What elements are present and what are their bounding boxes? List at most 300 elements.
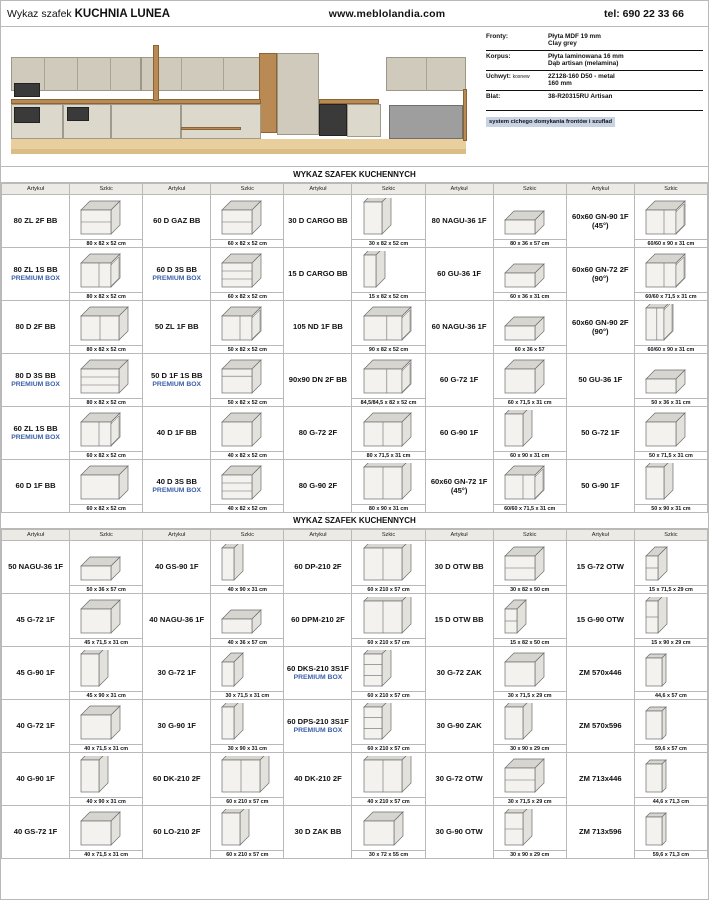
cabinet-corner-open-icon — [70, 197, 142, 238]
article-name: 40 G-72 1F — [16, 721, 55, 731]
table-row — [2, 248, 708, 301]
article-name: 60 G-72 1F — [439, 375, 479, 385]
article-name-cell — [143, 354, 211, 407]
article-name: 60 GU-36 1F — [437, 269, 482, 279]
cabinet-open-end-icon — [494, 755, 566, 796]
cabinet-base-1door-icon — [211, 409, 283, 450]
dimension-label: 60 x 210 x 57 cm — [211, 850, 283, 858]
dimension-label: 40 x 82 x 52 cm — [211, 504, 283, 512]
render-divider — [426, 57, 427, 91]
article-name-cell — [284, 753, 352, 806]
cabinet-corner-wall-icon — [494, 462, 566, 503]
sketch-cell — [352, 460, 425, 513]
render-wood-panel — [153, 45, 159, 101]
spec-value: 38-R20315RU Artisan — [548, 93, 613, 100]
dimension-label: 45 x 71,5 x 31 cm — [70, 638, 142, 646]
dimension-label: 30 x 82 x 50 cm — [494, 585, 566, 593]
sketch-cell — [634, 248, 707, 301]
table-row — [2, 354, 708, 407]
sketch-cell — [634, 806, 707, 859]
dimension-label: 60 x 210 x 57 cm — [352, 585, 424, 593]
cabinet-open-narrow-tall-icon — [635, 596, 707, 637]
article-name-cell — [425, 806, 493, 859]
article-name: 90x90 DN 2F BB — [288, 375, 348, 385]
spec-key: Blat: — [486, 93, 501, 100]
cabinet-open-narrow-base-icon — [494, 596, 566, 637]
dimension-label: 59,6 x 71,3 cm — [635, 850, 707, 858]
col-artykul: Artykuł — [2, 530, 70, 541]
article-name-cell — [425, 700, 493, 753]
dimension-label: 40 x 82 x 52 cm — [211, 451, 283, 459]
premium-box-badge: PREMIUM BOX — [11, 380, 60, 388]
render-divider — [44, 57, 45, 91]
cabinet-wall-narrow-tall-icon — [211, 702, 283, 743]
sketch-cell — [493, 700, 566, 753]
article-name-cell — [566, 407, 634, 460]
article-name: 15 D CARGO BB — [288, 269, 348, 279]
dimension-label: 50 x 82 x 52 cm — [211, 398, 283, 406]
sketch-cell — [493, 541, 566, 594]
spec-value-main: 2Z128-160 D50 - metal — [548, 73, 615, 80]
sketch-cell — [211, 541, 284, 594]
article-name-cell — [2, 647, 70, 700]
article-name: 80 G-90 2F — [298, 481, 338, 491]
article-name-cell — [2, 354, 70, 407]
table-row — [2, 301, 708, 354]
dimension-label: 60 x 210 x 57 cm — [211, 797, 283, 805]
article-name-cell — [284, 806, 352, 859]
dimension-label: 50 x 36 x 31 cm — [635, 398, 707, 406]
render-wood-panel-right — [463, 89, 467, 141]
sketch-cell — [352, 195, 425, 248]
render-shelf — [181, 127, 241, 130]
article-name: 60 D 3S BB — [156, 265, 197, 275]
dimension-label: 60 x 82 x 52 cm — [70, 504, 142, 512]
sketch-cell — [493, 248, 566, 301]
sketch-cell — [493, 407, 566, 460]
render-divider — [77, 57, 78, 91]
cabinet-wall-2door-icon — [352, 409, 424, 450]
article-name-cell — [284, 354, 352, 407]
dimension-label: 15 x 82 x 52 cm — [352, 292, 424, 300]
dimension-label: 44,6 x 57 cm — [635, 691, 707, 699]
article-name-cell — [2, 460, 70, 513]
cabinet-tall-drawers-icon — [352, 649, 424, 690]
cabinet-corner-wall-icon — [635, 197, 707, 238]
spec-key-sub: kosnew — [512, 74, 530, 80]
article-name-cell — [566, 541, 634, 594]
dimension-label: 60 x 82 x 52 cm — [70, 451, 142, 459]
section-title-1: WYKAZ SZAFEK KUCHENNYCH — [1, 167, 708, 183]
article-name-cell — [566, 647, 634, 700]
sketch-cell — [634, 301, 707, 354]
sketch-cell — [211, 248, 284, 301]
article-name-cell — [566, 594, 634, 647]
table-row — [2, 753, 708, 806]
cabinet-cargo-narrow-icon — [352, 250, 424, 291]
article-name: 60 G-90 1F — [439, 428, 479, 438]
article-name: 40 D 1F BB — [156, 428, 197, 438]
dimension-label: 40 x 71,5 x 31 cm — [70, 850, 142, 858]
sketch-cell — [70, 195, 143, 248]
sketch-cell — [352, 806, 425, 859]
article-name-cell — [425, 354, 493, 407]
sketch-cell — [70, 407, 143, 460]
article-name: 40 D 3S BB — [156, 477, 197, 487]
phone-number: tel: 690 22 33 66 — [604, 7, 684, 20]
article-name-cell — [425, 248, 493, 301]
sketch-cell — [634, 541, 707, 594]
article-name: 30 G-90 1F — [157, 721, 196, 731]
article-name: 30 G-90 OTW — [435, 827, 483, 837]
sketch-cell — [70, 248, 143, 301]
cabinet-wall-end-tall-icon — [494, 702, 566, 743]
dimension-label: 30 x 82 x 52 cm — [352, 239, 424, 247]
dimension-label: 59,6 x 57 cm — [635, 744, 707, 752]
article-name-cell — [284, 407, 352, 460]
table-row — [2, 806, 708, 859]
article-name: 30 G-72 ZAK — [436, 668, 482, 678]
dimension-label: 60/60 x 71,5 x 31 cm — [494, 504, 566, 512]
spec-panel — [481, 27, 708, 166]
premium-box-badge: PREMIUM BOX — [152, 274, 202, 282]
sketch-cell — [352, 700, 425, 753]
col-szkic: Szkic — [493, 184, 566, 195]
cabinet-wall-small-icon — [635, 356, 707, 397]
col-artykul: Artykuł — [566, 530, 634, 541]
cabinet-table-2 — [1, 529, 708, 859]
cabinet-wall-1door-icon — [70, 702, 142, 743]
render-oven-upper — [14, 83, 40, 97]
dimension-label: 60 x 71,5 x 31 cm — [494, 398, 566, 406]
cabinet-wall-small-icon — [494, 250, 566, 291]
article-name: 30 D ZAK BB — [294, 827, 342, 837]
cabinet-base-end-icon — [352, 808, 424, 849]
table-row — [2, 647, 708, 700]
article-name: 60x60 GN-90 2F (90°) — [572, 317, 629, 336]
dimension-label: 30 x 90 x 31 cm — [211, 744, 283, 752]
article-name: 105 ND 1F BB — [293, 322, 343, 332]
col-szkic: Szkic — [352, 184, 425, 195]
render-base-run-right — [389, 105, 463, 139]
col-szkic: Szkic — [352, 530, 425, 541]
render-divider — [110, 57, 111, 91]
col-szkic: Szkic — [211, 530, 284, 541]
spec-value-sub: 160 mm — [548, 80, 572, 87]
sketch-cell — [493, 594, 566, 647]
cabinet-open-end-tall-icon — [494, 808, 566, 849]
col-artykul: Artykuł — [2, 184, 70, 195]
article-name-cell — [143, 700, 211, 753]
article-name-cell — [143, 541, 211, 594]
article-name: ZM 713x596 — [578, 827, 622, 837]
article-name: 50 D 1F 1S BB — [150, 371, 203, 381]
page-title — [7, 8, 170, 20]
spec-key — [486, 73, 548, 87]
article-name: 45 G-72 1F — [16, 615, 55, 625]
cabinet-corner-drawer-icon — [70, 409, 142, 450]
cabinet-wall-1door-tall-icon — [494, 409, 566, 450]
sketch-cell — [211, 700, 284, 753]
spec-value — [548, 33, 703, 47]
article-name-cell — [566, 460, 634, 513]
dimension-label: 15 x 90 x 29 cm — [635, 638, 707, 646]
premium-box-badge: PREMIUM BOX — [152, 380, 202, 388]
spec-key: Korpus: — [486, 53, 511, 60]
dimension-label: 50 x 90 x 31 cm — [635, 504, 707, 512]
sketch-cell — [352, 248, 425, 301]
spec-value-main: Płyta laminowana 16 mm — [548, 53, 624, 60]
sketch-cell — [493, 753, 566, 806]
article-name-cell — [143, 753, 211, 806]
dimension-label: 15 x 82 x 50 cm — [494, 638, 566, 646]
article-name: 40 NAGU-36 1F — [149, 615, 205, 625]
article-name-cell — [425, 195, 493, 248]
col-artykul: Artykuł — [425, 530, 493, 541]
dimension-label: 80 x 36 x 57 cm — [494, 239, 566, 247]
premium-box-badge: PREMIUM BOX — [293, 673, 343, 681]
cabinet-fridge-tall-icon — [211, 808, 283, 849]
article-name-cell — [2, 806, 70, 859]
col-szkic: Szkic — [70, 184, 143, 195]
sketch-cell — [211, 594, 284, 647]
dimension-label: 60/60 x 90 x 31 cm — [635, 345, 707, 353]
dimension-label: 60 x 90 x 31 cm — [494, 451, 566, 459]
article-name-cell — [284, 248, 352, 301]
cabinet-base-open-icon — [211, 197, 283, 238]
article-name: 80 ZL 2F BB — [13, 216, 58, 226]
article-name: 60 DKS-210 3S1F — [286, 664, 349, 674]
sketch-cell — [352, 407, 425, 460]
cabinet-wall-hood-icon — [211, 596, 283, 637]
sketch-cell — [211, 301, 284, 354]
article-name-cell — [425, 753, 493, 806]
render-divider — [181, 57, 182, 91]
article-name: ZM 713x446 — [578, 774, 622, 784]
spec-value-sub: Clay grey — [548, 40, 577, 47]
spec-row-korpus — [486, 51, 703, 71]
article-name: 50 G-90 1F — [581, 481, 620, 491]
sketch-cell — [70, 647, 143, 700]
article-name-cell — [143, 195, 211, 248]
article-name-cell — [425, 301, 493, 354]
article-name-cell — [425, 407, 493, 460]
spec-value — [548, 73, 703, 87]
cabinet-wall-tall-narrow-icon — [211, 543, 283, 584]
article-name: 60 DP-210 2F — [294, 562, 342, 572]
sketch-cell — [493, 301, 566, 354]
article-name-cell — [284, 594, 352, 647]
dimension-label: 30 x 90 x 29 cm — [494, 850, 566, 858]
dimension-label: 60/60 x 71,5 x 31 cm — [635, 292, 707, 300]
cabinet-corner-wall-tall-icon — [635, 303, 707, 344]
dimension-label: 50 x 71,5 x 31 cm — [635, 451, 707, 459]
spec-value-main: Płyta MDF 19 mm — [548, 33, 601, 40]
dimension-label: 60 x 210 x 57 cm — [352, 638, 424, 646]
article-name: 50 G-72 1F — [581, 428, 620, 438]
dimension-label: 80 x 71,5 x 31 cm — [352, 451, 424, 459]
dimension-label: 30 x 71,5 x 29 cm — [494, 691, 566, 699]
glass-door-panel-wide-icon — [635, 702, 707, 743]
article-name-cell — [566, 700, 634, 753]
cabinet-wall-1door-icon — [494, 356, 566, 397]
article-name: 15 G-72 OTW — [576, 562, 624, 572]
col-szkic: Szkic — [70, 530, 143, 541]
article-name-cell — [143, 460, 211, 513]
top-section — [1, 27, 708, 167]
article-name: 50 GU-36 1F — [578, 375, 623, 385]
sketch-cell — [211, 806, 284, 859]
article-name: 60x60 GN-90 1F (45°) — [572, 211, 629, 230]
spec-key: Fronty: — [486, 33, 509, 40]
col-szkic: Szkic — [211, 184, 284, 195]
article-name: 60 DK-210 2F — [152, 774, 201, 784]
render-tall-cabinet — [277, 53, 319, 135]
dimension-label: 44,6 x 71,3 cm — [635, 797, 707, 805]
dimension-label: 50 x 82 x 52 cm — [211, 345, 283, 353]
cabinet-cargo-tall-icon — [352, 197, 424, 238]
premium-box-badge: PREMIUM BOX — [152, 486, 202, 494]
cabinet-sink-corner-icon — [352, 303, 424, 344]
dimension-label: 30 x 90 x 29 cm — [494, 744, 566, 752]
article-name: 80 D 2F BB — [15, 322, 56, 332]
article-name: 30 D OTW BB — [434, 562, 484, 572]
sketch-cell — [211, 647, 284, 700]
article-name: 60 D 1F BB — [15, 481, 56, 491]
sketch-cell — [352, 753, 425, 806]
dimension-label: 15 x 71,5 x 29 cm — [635, 585, 707, 593]
cabinet-wall-1door-icon — [635, 409, 707, 450]
article-name-cell — [566, 248, 634, 301]
dimension-label: 40 x 90 x 31 cm — [70, 797, 142, 805]
article-name-cell — [566, 806, 634, 859]
website-link[interactable]: www.meblolandia.com — [328, 7, 446, 20]
col-szkic: Szkic — [634, 530, 707, 541]
article-name: 60 NAGU-36 1F — [431, 322, 487, 332]
cabinet-wall-1door-tall-icon — [635, 462, 707, 503]
sketch-cell — [352, 594, 425, 647]
article-name: 60x60 GN-72 2F (90°) — [572, 264, 629, 283]
cabinet-wall-hood-icon — [70, 543, 142, 584]
table-row — [2, 195, 708, 248]
render-floor-shadow — [11, 149, 466, 154]
article-name-cell — [425, 647, 493, 700]
article-name: 80 ZL 1S BB — [13, 265, 58, 275]
cabinet-wall-1door-tall-icon — [70, 649, 142, 690]
article-name-cell — [425, 541, 493, 594]
sketch-cell — [70, 594, 143, 647]
dimension-label: 50 x 36 x 57 cm — [70, 585, 142, 593]
article-name-cell — [143, 407, 211, 460]
dimension-label: 30 x 72 x 55 cm — [352, 850, 424, 858]
page-title-plain: Wykaz szafek — [7, 7, 75, 20]
dimension-label: 30 x 71,5 x 29 cm — [494, 797, 566, 805]
sketch-cell — [211, 753, 284, 806]
cabinet-wall-hood-icon — [494, 197, 566, 238]
article-name-cell — [2, 594, 70, 647]
glass-door-panel-tall-icon — [635, 755, 707, 796]
sketch-cell — [493, 195, 566, 248]
cabinet-wall-2door-tall-icon — [352, 462, 424, 503]
dimension-label: 90 x 82 x 52 cm — [352, 345, 424, 353]
article-name: 15 D OTW BB — [434, 615, 484, 625]
article-name: 30 G-72 1F — [157, 668, 196, 678]
dimension-label: 60 x 36 x 31 cm — [494, 292, 566, 300]
sketch-cell — [352, 301, 425, 354]
cabinet-wall-end-icon — [494, 649, 566, 690]
article-name-cell — [425, 460, 493, 513]
table-header-row — [2, 184, 708, 195]
premium-box-badge: PREMIUM BOX — [11, 274, 60, 282]
sketch-cell — [70, 700, 143, 753]
dimension-label: 60 x 210 x 57 cm — [352, 744, 424, 752]
table-header-row — [2, 530, 708, 541]
sketch-cell — [493, 460, 566, 513]
col-artykul: Artykuł — [566, 184, 634, 195]
article-name-cell — [284, 541, 352, 594]
sketch-cell — [70, 460, 143, 513]
article-name: 80 NAGU-36 1F — [431, 216, 487, 226]
dimension-label: 80 x 82 x 52 cm — [70, 239, 142, 247]
render-base-cabinet — [111, 104, 181, 139]
article-name-cell — [143, 301, 211, 354]
cabinet-drawer-corner-icon — [70, 250, 142, 291]
spec-value-sub: Dąb artisan (melamina) — [548, 60, 619, 67]
kitchen-render — [1, 27, 481, 166]
dimension-label: 40 x 90 x 31 cm — [211, 585, 283, 593]
cabinet-wall-1door-tall-icon — [70, 755, 142, 796]
render-oven — [14, 107, 40, 123]
article-name-cell — [143, 248, 211, 301]
render-base-cabinet — [347, 104, 381, 137]
article-name-cell — [284, 301, 352, 354]
article-name-cell — [2, 753, 70, 806]
sketch-cell — [70, 301, 143, 354]
spec-row-uchwyt — [486, 71, 703, 91]
cabinet-corner-wall-2f-icon — [635, 250, 707, 291]
premium-box-badge: PREMIUM BOX — [293, 726, 343, 734]
article-name-cell — [143, 806, 211, 859]
article-name: 30 G-72 OTW — [435, 774, 483, 784]
article-name-cell — [2, 195, 70, 248]
closing-system-note: system cichego domykania frontów i szuflad — [486, 117, 615, 127]
sketch-cell — [634, 700, 707, 753]
sketch-cell — [634, 460, 707, 513]
cabinet-3drawer-wide-icon — [70, 356, 142, 397]
article-name: 50 ZL 1F BB — [154, 322, 199, 332]
table-row — [2, 407, 708, 460]
dimension-label: 60 x 82 x 52 cm — [211, 292, 283, 300]
sketch-cell — [211, 460, 284, 513]
sketch-cell — [634, 354, 707, 407]
render-dishwasher — [319, 104, 347, 136]
cabinet-open-shelf-icon — [494, 543, 566, 584]
article-name-cell — [2, 301, 70, 354]
cabinet-3drawer-icon — [211, 462, 283, 503]
cabinet-wall-narrow-icon — [211, 649, 283, 690]
article-name: 60 LO-210 2F — [153, 827, 201, 837]
article-name: 40 G-90 1F — [16, 774, 55, 784]
sketch-cell — [634, 195, 707, 248]
article-name: 40 GS-90 1F — [154, 562, 199, 572]
render-divider — [223, 57, 224, 91]
render-microwave — [67, 107, 89, 121]
table-row — [2, 460, 708, 513]
article-name: ZM 570x446 — [578, 668, 622, 678]
glass-door-panel-icon — [635, 649, 707, 690]
table-row — [2, 541, 708, 594]
article-name-cell — [284, 647, 352, 700]
